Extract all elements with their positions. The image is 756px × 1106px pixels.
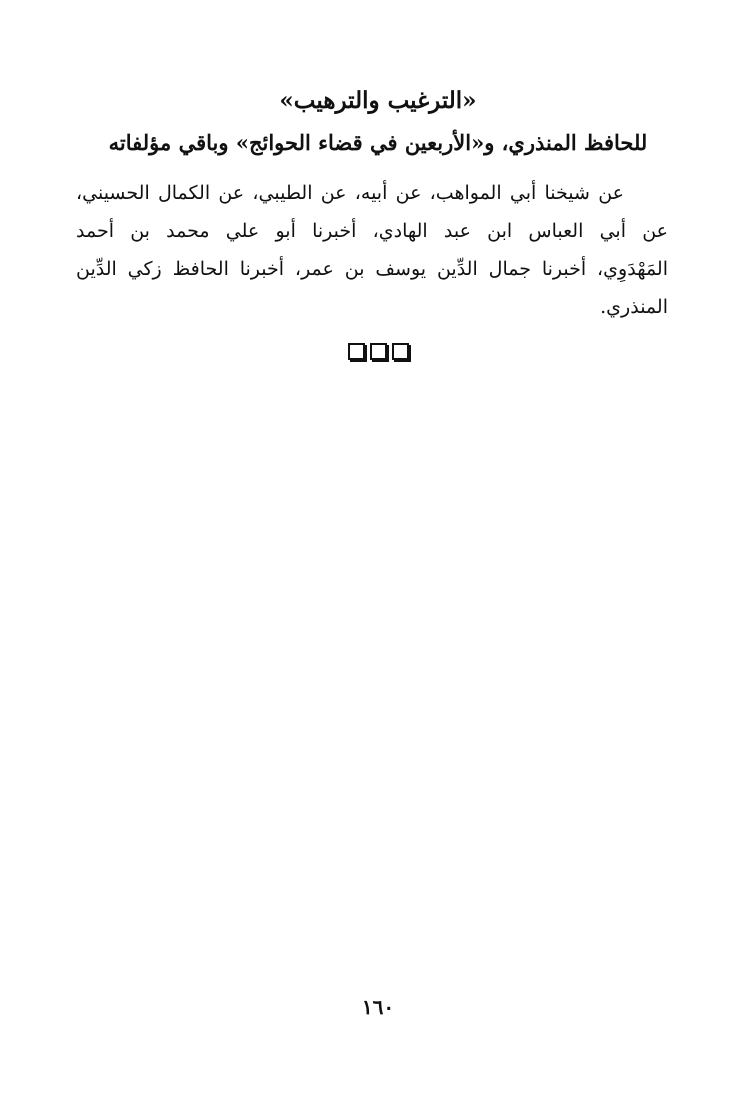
paragraph-line-4: المنذري. [600, 296, 668, 318]
separator-box-icon [348, 343, 365, 360]
section-subtitle: للحافظ المنذري، و«الأربعين في قضاء الحوائج» وباقي مؤلفاته [108, 130, 648, 155]
separator-box-icon [392, 343, 409, 360]
section-separator-ornament [0, 343, 756, 360]
page-number: ١٦٠ [361, 995, 395, 1019]
separator-box-icon [370, 343, 387, 360]
paragraph-line-1: عن شيخنا أبي المواهب، عن أبيه، عن الطيبي، عن الكمال الحسيني، [76, 182, 624, 204]
section-title: «الترغيب والترهيب» [279, 87, 477, 114]
paragraph-line-2: عن أبي العباس ابن عبد الهادي، أخبرنا أبو علي محمد بن أحمد [76, 220, 668, 242]
chain-of-narration-paragraph [76, 174, 668, 326]
paragraph-line-3: المَهْدَوِي، أخبرنا جمال الدِّين يوسف بن عمر، أخبرنا الحافظ زكي الدِّين [76, 258, 668, 280]
